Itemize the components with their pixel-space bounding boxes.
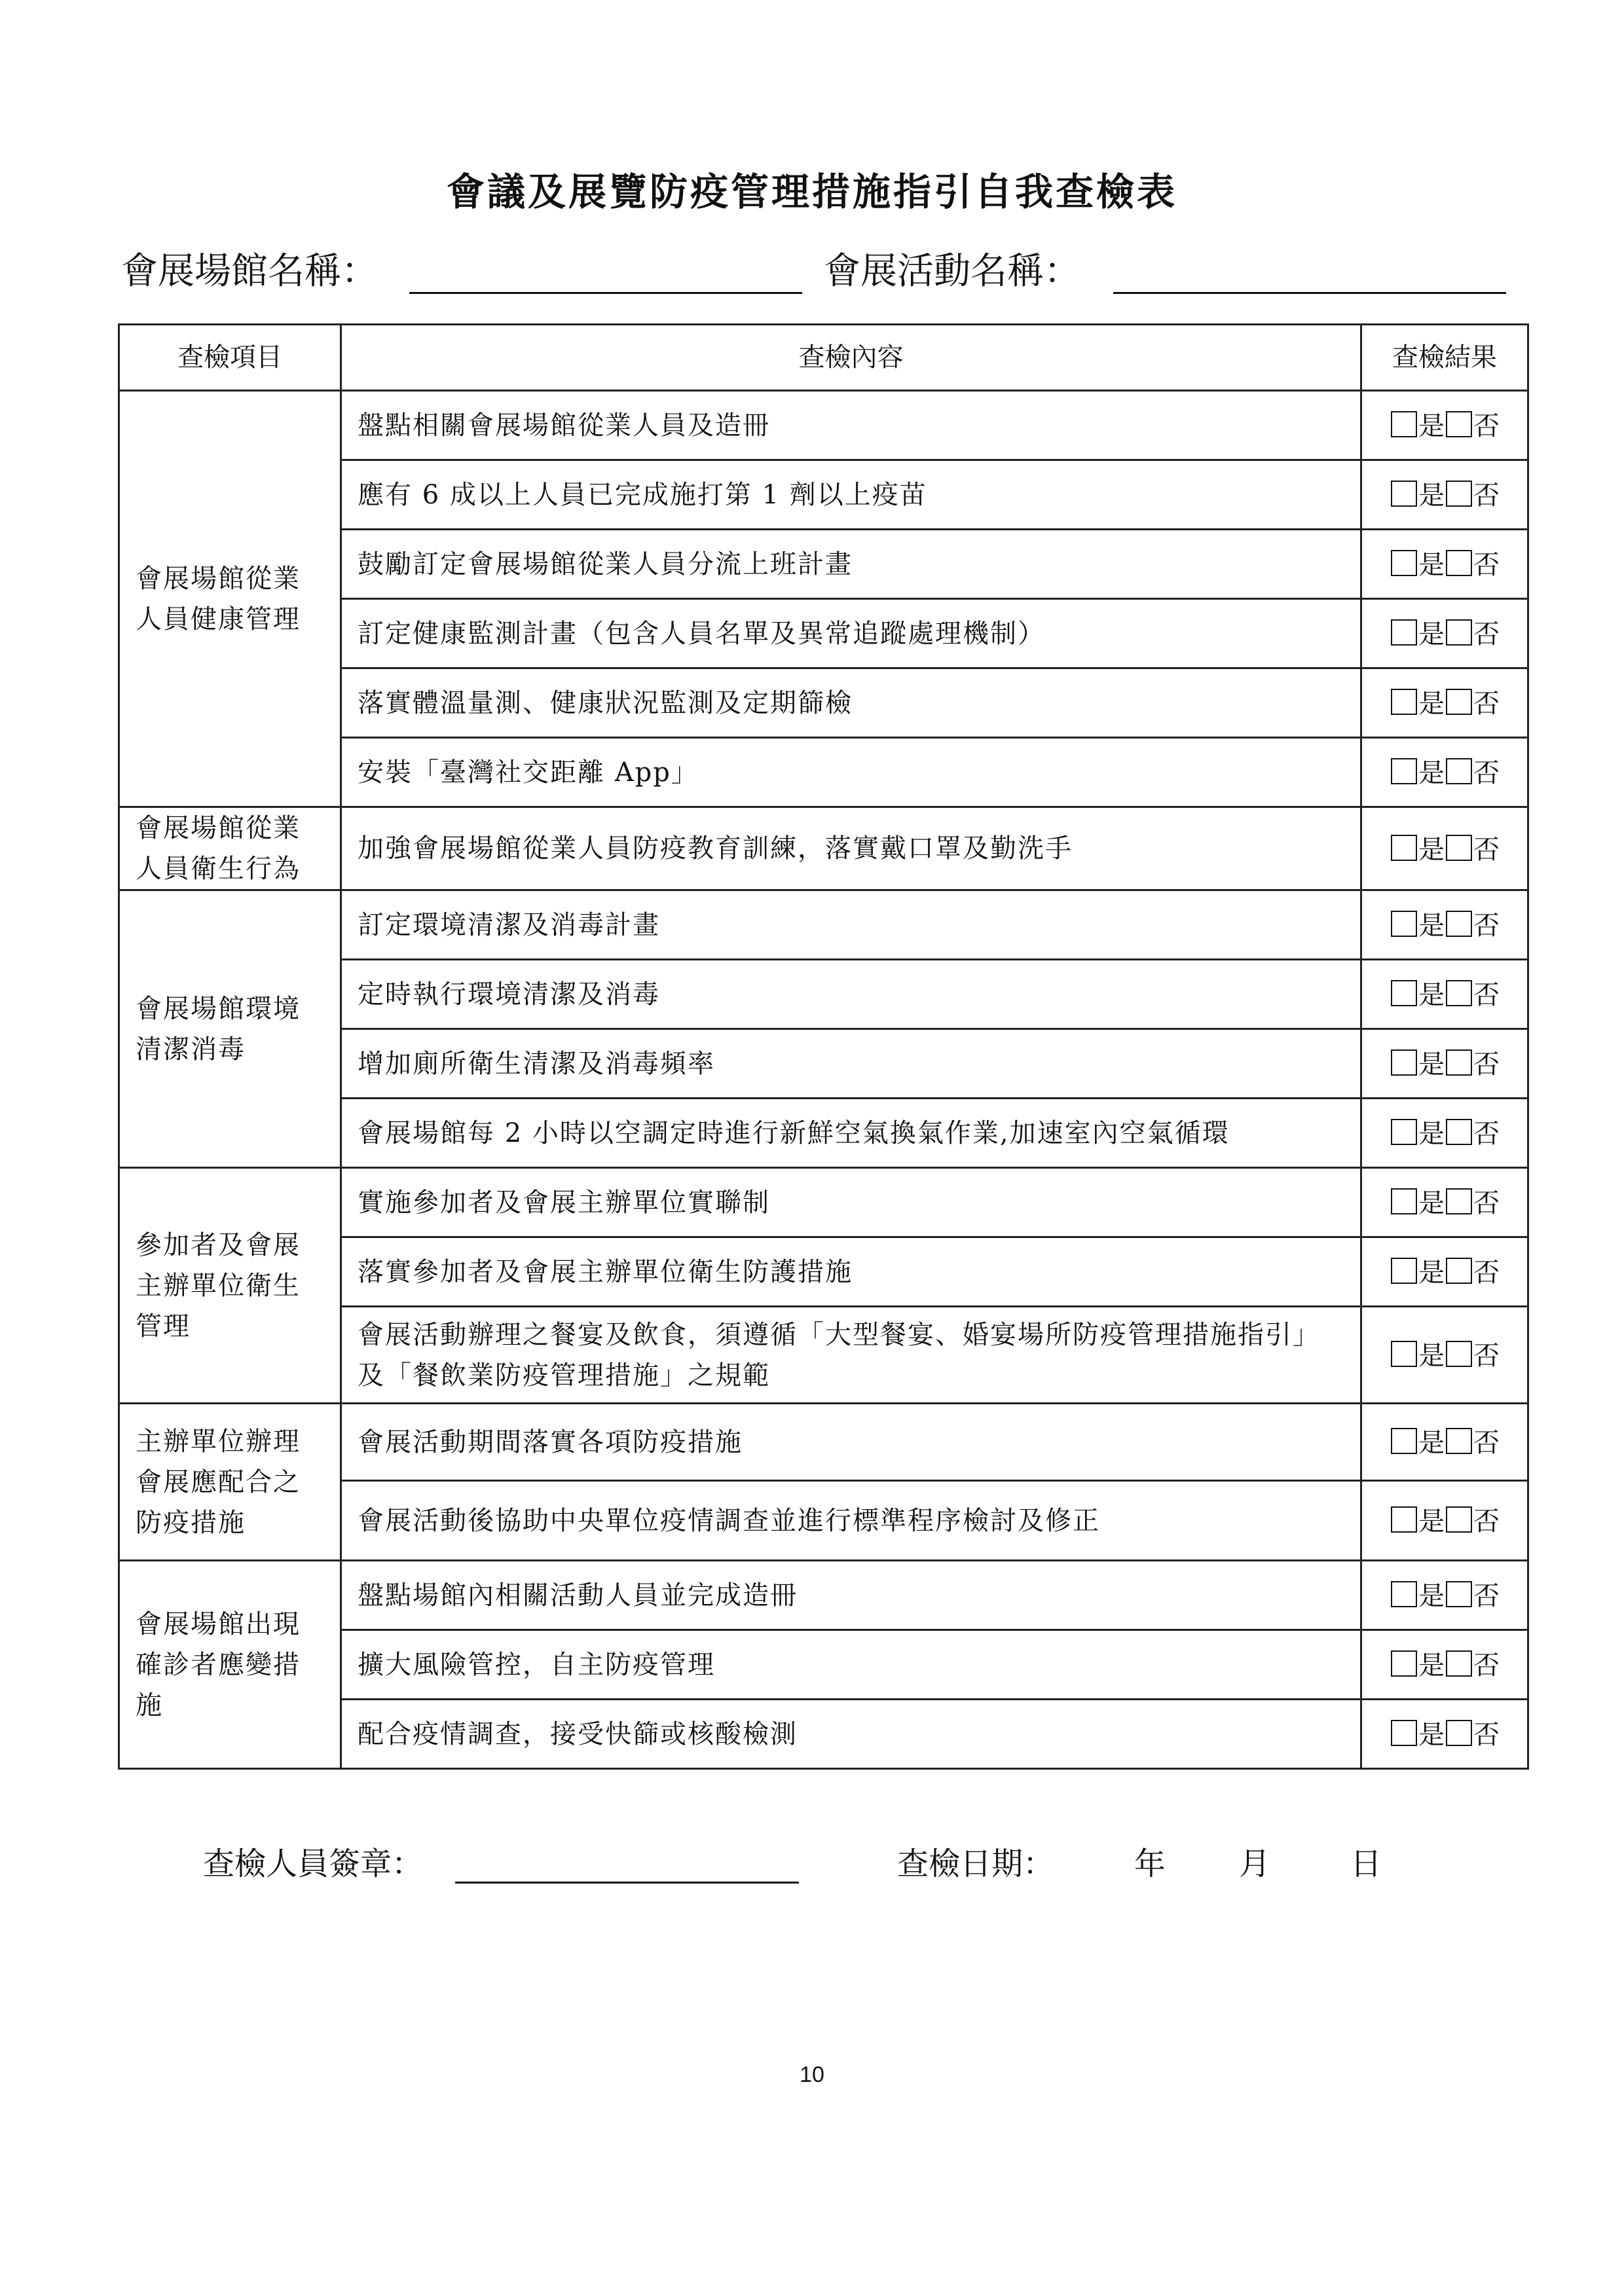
no-checkbox[interactable]: [1446, 911, 1472, 937]
yes-checkbox[interactable]: [1391, 619, 1417, 646]
table-row: [119, 391, 1528, 460]
table-row: [119, 1404, 1528, 1481]
no-checkbox[interactable]: [1446, 1720, 1472, 1746]
checklist-table: [118, 323, 1529, 1770]
yes-label: 是: [1418, 1428, 1445, 1458]
yes-label: 是: [1418, 1720, 1445, 1750]
yes-label: 是: [1418, 619, 1445, 649]
yes-checkbox[interactable]: [1391, 550, 1417, 576]
yes-checkbox[interactable]: [1391, 1341, 1417, 1367]
yes-checkbox[interactable]: [1391, 1428, 1417, 1454]
no-checkbox[interactable]: [1446, 550, 1472, 576]
check-content: 定時執行環境清潔及消毒: [341, 960, 1361, 1029]
check-result: [1361, 668, 1528, 738]
check-result: [1361, 1029, 1528, 1099]
yes-label: 是: [1418, 1049, 1445, 1080]
no-label: 否: [1473, 980, 1500, 1010]
page-number: 10: [800, 2062, 824, 2087]
year-label: 年: [1134, 1846, 1166, 1882]
yes-checkbox[interactable]: [1391, 980, 1417, 1006]
check-result: [1361, 1404, 1528, 1481]
yes-checkbox[interactable]: [1391, 1506, 1417, 1533]
table-row: [119, 890, 1528, 960]
no-checkbox[interactable]: [1446, 1119, 1472, 1145]
no-checkbox[interactable]: [1446, 1049, 1472, 1076]
check-result: [1361, 890, 1528, 960]
check-result: [1361, 1168, 1528, 1237]
yes-checkbox[interactable]: [1391, 835, 1417, 861]
yes-label: 是: [1418, 481, 1445, 511]
no-checkbox[interactable]: [1446, 1650, 1472, 1677]
check-content: 訂定環境清潔及消毒計畫: [341, 890, 1361, 960]
yes-label: 是: [1418, 911, 1445, 941]
yes-label: 是: [1418, 411, 1445, 441]
no-checkbox[interactable]: [1446, 1341, 1472, 1367]
no-checkbox[interactable]: [1446, 411, 1472, 437]
no-label: 否: [1473, 1188, 1500, 1218]
check-result: [1361, 1307, 1528, 1404]
check-result: [1361, 1481, 1528, 1561]
check-content: 加強會展場館從業人員防疫教育訓練，落實戴口罩及勤洗手: [341, 807, 1361, 890]
yes-label: 是: [1418, 980, 1445, 1010]
yes-label: 是: [1418, 1188, 1445, 1218]
yes-checkbox[interactable]: [1391, 1049, 1417, 1076]
inspection-date-label: 查檢日期：: [897, 1846, 1055, 1882]
document-title: 會議及展覽防疫管理措施指引自我查檢表: [446, 170, 1177, 214]
yes-checkbox[interactable]: [1391, 1119, 1417, 1145]
check-category: 會展場館從業人員健康管理: [119, 391, 341, 807]
no-label: 否: [1473, 1428, 1500, 1458]
check-content: 落實參加者及會展主辦單位衛生防護措施: [341, 1237, 1361, 1307]
yes-label: 是: [1418, 1581, 1445, 1611]
check-category: 會展場館從業人員衛生行為: [119, 807, 341, 890]
check-content: 會展場館每 2 小時以空調定時進行新鮮空氣換氣作業,加速室內空氣循環: [341, 1099, 1361, 1168]
check-result: [1361, 807, 1528, 890]
yes-checkbox[interactable]: [1391, 1720, 1417, 1746]
check-category: 參加者及會展主辦單位衛生管理: [119, 1168, 341, 1404]
no-checkbox[interactable]: [1446, 481, 1472, 507]
no-label: 否: [1473, 834, 1500, 865]
check-result: [1361, 738, 1528, 807]
check-content: 會展活動後協助中央單位疫情調查並進行標準程序檢討及修正: [341, 1481, 1361, 1561]
check-content: 安裝「臺灣社交距離 App」: [341, 738, 1361, 807]
check-content: 增加廁所衛生清潔及消毒頻率: [341, 1029, 1361, 1099]
no-label: 否: [1473, 481, 1500, 511]
no-checkbox[interactable]: [1446, 1581, 1472, 1607]
check-content: 會展活動辦理之餐宴及飲食，須遵循「大型餐宴、婚宴場所防疫管理措施指引」及「餐飲業防疫管理措施」之規範: [341, 1307, 1361, 1404]
check-result: [1361, 391, 1528, 460]
no-label: 否: [1473, 1049, 1500, 1080]
no-label: 否: [1473, 1506, 1500, 1537]
header-check-item: 查檢項目: [119, 325, 341, 391]
yes-label: 是: [1418, 758, 1445, 788]
no-label: 否: [1473, 1258, 1500, 1288]
check-result: [1361, 1630, 1528, 1700]
no-label: 否: [1473, 1119, 1500, 1149]
no-checkbox[interactable]: [1446, 1258, 1472, 1284]
no-label: 否: [1473, 1341, 1500, 1371]
no-label: 否: [1473, 619, 1500, 649]
no-label: 否: [1473, 758, 1500, 788]
yes-checkbox[interactable]: [1391, 758, 1417, 784]
no-label: 否: [1473, 1650, 1500, 1681]
no-label: 否: [1473, 1720, 1500, 1750]
table-row: [119, 807, 1528, 890]
no-label: 否: [1473, 1581, 1500, 1611]
check-result: [1361, 1099, 1528, 1168]
check-content: 盤點相關會展場館從業人員及造冊: [341, 391, 1361, 460]
inspector-signature-field[interactable]: [455, 1882, 799, 1884]
check-result: [1361, 1700, 1528, 1769]
header-check-result: 查檢結果: [1361, 325, 1528, 391]
yes-checkbox[interactable]: [1391, 1650, 1417, 1677]
yes-checkbox[interactable]: [1391, 911, 1417, 937]
yes-label: 是: [1418, 1119, 1445, 1149]
table-row: [119, 1168, 1528, 1237]
day-label: 日: [1350, 1846, 1382, 1882]
event-name-label: 會展活動名稱：: [824, 250, 1080, 293]
yes-checkbox[interactable]: [1391, 689, 1417, 715]
inspector-signature-label: 查檢人員簽章：: [203, 1846, 424, 1882]
table-row: [119, 1561, 1528, 1630]
check-result: [1361, 599, 1528, 668]
check-content: 實施參加者及會展主辦單位實聯制: [341, 1168, 1361, 1237]
check-content: 訂定健康監測計畫（包含人員名單及異常追蹤處理機制）: [341, 599, 1361, 668]
yes-checkbox[interactable]: [1391, 1188, 1417, 1214]
no-label: 否: [1473, 411, 1500, 441]
venue-name-field[interactable]: [409, 292, 802, 294]
check-result: [1361, 1237, 1528, 1307]
check-content: 盤點場館內相關活動人員並完成造冊: [341, 1561, 1361, 1630]
check-content: 應有 6 成以上人員已完成施打第 1 劑以上疫苗: [341, 460, 1361, 530]
yes-checkbox[interactable]: [1391, 411, 1417, 437]
table-header-row: [119, 325, 1528, 391]
check-result: [1361, 460, 1528, 530]
yes-label: 是: [1418, 1506, 1445, 1537]
no-checkbox[interactable]: [1446, 835, 1472, 861]
no-checkbox[interactable]: [1446, 980, 1472, 1006]
yes-label: 是: [1418, 689, 1445, 719]
no-checkbox[interactable]: [1446, 758, 1472, 784]
check-result: [1361, 530, 1528, 599]
no-checkbox[interactable]: [1446, 619, 1472, 646]
check-content: 會展活動期間落實各項防疫措施: [341, 1404, 1361, 1481]
yes-checkbox[interactable]: [1391, 1258, 1417, 1284]
check-content: 落實體溫量測、健康狀況監測及定期篩檢: [341, 668, 1361, 738]
check-result: [1361, 1561, 1528, 1630]
no-checkbox[interactable]: [1446, 689, 1472, 715]
check-result: [1361, 960, 1528, 1029]
event-name-field[interactable]: [1113, 292, 1506, 294]
yes-checkbox[interactable]: [1391, 481, 1417, 507]
no-checkbox[interactable]: [1446, 1428, 1472, 1454]
venue-name-label: 會展場館名稱：: [121, 250, 378, 293]
no-label: 否: [1473, 689, 1500, 719]
month-label: 月: [1239, 1846, 1271, 1882]
yes-checkbox[interactable]: [1391, 1581, 1417, 1607]
yes-label: 是: [1418, 1650, 1445, 1681]
check-category: 會展場館出現確診者應變措施: [119, 1561, 341, 1769]
yes-label: 是: [1418, 550, 1445, 580]
check-content: 鼓勵訂定會展場館從業人員分流上班計畫: [341, 530, 1361, 599]
check-category: 主辦單位辦理會展應配合之防疫措施: [119, 1404, 341, 1561]
yes-label: 是: [1418, 834, 1445, 865]
no-checkbox[interactable]: [1446, 1506, 1472, 1533]
check-category: 會展場館環境清潔消毒: [119, 890, 341, 1168]
header-check-content: 查檢內容: [341, 325, 1361, 391]
yes-label: 是: [1418, 1341, 1445, 1371]
no-checkbox[interactable]: [1446, 1188, 1472, 1214]
check-content: 配合疫情調查，接受快篩或核酸檢測: [341, 1700, 1361, 1769]
no-label: 否: [1473, 550, 1500, 580]
check-content: 擴大風險管控，自主防疫管理: [341, 1630, 1361, 1700]
yes-label: 是: [1418, 1258, 1445, 1288]
no-label: 否: [1473, 911, 1500, 941]
